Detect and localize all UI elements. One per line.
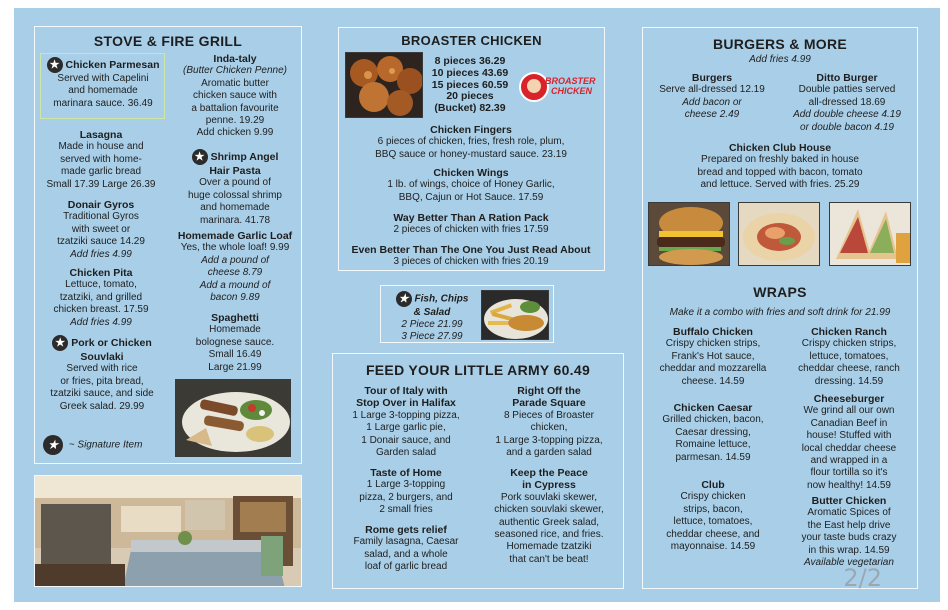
donair-gyros-item — [37, 199, 165, 261]
even-better-line: 3 pieces of chicken with fries 20.19 — [393, 256, 549, 268]
home-name: Taste of Home — [370, 467, 442, 479]
pita-line: tzatziki, and grilled — [59, 291, 143, 303]
ditto-addon: Add double cheese 4.19 — [793, 109, 901, 121]
butter-chicken-line: in this wrap. 14.59 — [808, 544, 890, 556]
pita-name: Chicken Pita — [69, 267, 133, 279]
taste-of-home-item — [335, 467, 477, 517]
italy-line: Garden salad — [375, 447, 437, 459]
menu-sheet — [14, 8, 940, 602]
chicken-parmesan-line: marinara sauce. 36.49 — [53, 97, 153, 109]
parade-line: chicken, — [530, 422, 568, 434]
better-name: Way Better Than A Ration Pack — [393, 212, 549, 224]
broaster-logo-text: CHICKEN — [551, 86, 593, 96]
stove-fire-grill-panel — [34, 26, 302, 464]
fish-price: 2 Piece 21.99 — [401, 319, 463, 330]
lasagna-line: served with home- — [60, 153, 142, 165]
italy-name: Stop Over in Halifax — [356, 397, 456, 410]
souvlaki-item — [37, 335, 167, 413]
broaster-price: (Bucket) 82.39 — [434, 102, 506, 115]
wings-line: 1 lb. of wings, choice of Honey Garlic, — [387, 179, 555, 191]
club-house-line: Prepared on freshly baked in house — [701, 154, 859, 166]
ditto-line: Double patties served — [798, 84, 896, 96]
parade-square-item — [477, 385, 621, 459]
broaster-logo-text: BROASTER — [545, 76, 596, 86]
cheeseburger-line: local cheddar cheese — [801, 442, 897, 454]
indataly-line: chicken sauce with — [193, 90, 277, 102]
chicken-parmesan-name: Chicken Parmesan — [65, 58, 160, 71]
broaster-chicken-photo — [345, 52, 423, 118]
wings-line: BBQ, Cajun or Hot Sauce. 17.59 — [398, 191, 544, 203]
burgers-item — [645, 72, 779, 122]
signature-legend — [43, 435, 142, 455]
burger-photo — [648, 202, 730, 266]
club-line: cheddar cheese, and — [666, 528, 760, 540]
club-sandwich-photo — [829, 202, 911, 266]
cheeseburger-line: Canadian Beef in — [810, 417, 888, 429]
shrimp-line: Over a pound of — [199, 177, 271, 189]
fingers-name: Chicken Fingers — [430, 124, 512, 136]
club-line: Crispy chicken — [680, 491, 746, 503]
peace-name: Keep the Peace — [510, 467, 588, 479]
peace-line: chicken souvlaki skewer, — [494, 504, 604, 516]
wraps-title: WRAPS — [753, 284, 807, 300]
lasagna-line: Small 17.39 Large 26.39 — [46, 178, 156, 190]
home-line: 2 small fries — [379, 504, 433, 516]
indataly-item — [171, 53, 299, 140]
cheeseburger-wrap-item — [781, 393, 917, 492]
garlic-loaf-addon: Add a pound of — [201, 254, 269, 266]
fingers-line: BBQ sauce or honey-mustard sauce. 23.19 — [375, 148, 567, 160]
peace-name: in Cypress — [522, 479, 576, 492]
indataly-line: Add chicken 9.99 — [196, 127, 274, 139]
donair-line: with sweet or — [71, 223, 131, 235]
club-house-name: Chicken Club House — [728, 142, 832, 154]
parade-line: 8 Pieces of Broaster — [503, 409, 595, 421]
broaster-title: BROASTER CHICKEN — [401, 33, 542, 48]
lasagna-item — [37, 129, 165, 191]
butter-chicken-wrap-item — [781, 495, 917, 569]
restaurant-interior-photo — [34, 475, 302, 587]
butter-chicken-line: Aromatic Spices of — [807, 507, 891, 519]
cheeseburger-line: flour tortilla so it's — [810, 467, 888, 479]
rome-line: salad, and a whole — [364, 548, 448, 560]
parade-line: 1 Large 3-topping pizza, — [495, 434, 603, 446]
burgers-addon: Add bacon or — [682, 96, 742, 108]
little-army-panel — [332, 353, 624, 589]
pita-line: chicken breast. 17.59 — [53, 304, 149, 316]
rome-name: Rome gets relief — [365, 524, 447, 536]
fish-name: & Salad — [413, 307, 451, 318]
spaghetti-line: Homemade — [209, 324, 261, 336]
cheeseburger-line: now healthy! 14.59 — [807, 479, 891, 491]
fish-name: Fish, Chips — [414, 293, 469, 305]
chicken-parmesan-line: and homemade — [68, 85, 138, 97]
broaster-logo — [519, 70, 595, 104]
souvlaki-line: Served with rice — [66, 363, 138, 375]
even-better-item — [339, 244, 603, 269]
garlic-loaf-addon: Add a mound of — [199, 279, 271, 291]
pita-addon: Add fries 4.99 — [70, 316, 132, 328]
caesar-line: Grilled chicken, bacon, — [662, 414, 764, 426]
butter-chicken-line: the East help drive — [807, 519, 891, 531]
pita-line: Lettuce, tomato, — [65, 279, 137, 291]
burgers-line: Serve all-dressed 12.19 — [659, 84, 765, 96]
chicken-ranch-item — [781, 326, 917, 388]
fish-chips-photo — [481, 290, 549, 340]
italy-line: 1 Donair sauce, and — [361, 434, 451, 446]
club-line: lettuce, tomatoes, — [673, 516, 753, 528]
home-line: pizza, 2 burgers, and — [359, 491, 453, 503]
lasagna-line: made garlic bread — [60, 166, 142, 178]
cheeseburger-name: Cheeseburger — [813, 393, 885, 405]
spaghetti-name: Spaghetti — [211, 312, 259, 324]
spaghetti-line: Small 16.49 — [208, 349, 262, 361]
shrimp-line: huge colossal shrimp — [188, 189, 282, 201]
club-name: Club — [701, 479, 725, 491]
chicken-pita-item — [37, 267, 165, 329]
souvlaki-line: tzatziki sauce, and side — [50, 388, 154, 400]
italy-line: 1 Large garlic pie, — [366, 422, 446, 434]
fish-chips-panel — [380, 285, 554, 343]
tour-of-italy-item — [335, 385, 477, 459]
club-line: strips, bacon, — [683, 503, 743, 515]
parade-name: Right Off the — [517, 385, 581, 397]
ranch-name: Chicken Ranch — [811, 326, 887, 338]
peace-line: Pork souvlaki skewer, — [500, 491, 598, 503]
ranch-line: dressing. 14.59 — [814, 375, 884, 387]
broaster-price: 20 pieces — [446, 90, 494, 103]
ranch-line: lettuce, tomatoes, — [809, 350, 889, 362]
signature-star-icon: ★ — [43, 435, 63, 455]
fingers-line: 6 pieces of chicken, fries, fresh role, plum, — [377, 136, 565, 148]
souvlaki-line: Greek salad. 29.99 — [59, 400, 145, 412]
garlic-loaf-line: Yes, the whole loaf! 9.99 — [180, 242, 290, 254]
chicken-fingers-item — [339, 124, 603, 161]
signature-star-icon: ★ — [52, 335, 68, 351]
army-title: FEED YOUR LITTLE ARMY 60.49 — [365, 362, 591, 378]
caesar-name: Chicken Caesar — [673, 402, 753, 414]
donair-line: tzatziki sauce 14.29 — [57, 236, 145, 248]
spaghetti-item — [171, 312, 299, 374]
cheeseburger-line: and wrapped in a — [810, 455, 888, 467]
garlic-loaf-item — [169, 230, 301, 304]
rome-line: Family lasagna, Caesar — [353, 536, 459, 548]
broaster-price-list — [423, 56, 517, 115]
ranch-line: Crispy chicken strips, — [801, 338, 897, 350]
home-line: 1 Large 3-topping — [366, 479, 446, 491]
caesar-line: parmesan. 14.59 — [675, 451, 751, 463]
indataly-line: a battalion favourite — [191, 102, 279, 114]
even-better-name: Even Better Than The One You Just Read About — [351, 244, 591, 256]
page-number: 2/2 — [843, 564, 882, 592]
broaster-price: 15 pieces 60.59 — [431, 78, 509, 91]
parade-line: and a garden salad — [506, 447, 592, 459]
ranch-line: cheddar cheese, ranch — [798, 363, 900, 375]
indataly-line: penne. 19.29 — [205, 115, 265, 127]
souvlaki-name: Pork or Chicken — [71, 336, 152, 349]
lasagna-line: Made in house and — [58, 141, 144, 153]
cheeseburger-line: We grind all our own — [803, 405, 895, 417]
buffalo-line: cheddar and mozzarella — [659, 363, 767, 375]
shrimp-line: marinara. 41.78 — [199, 214, 271, 226]
burgers-title: BURGERS & MORE — [712, 36, 848, 52]
ditto-addon: or double bacon 4.19 — [800, 121, 894, 133]
club-line: mayonnaise. 14.59 — [670, 541, 756, 553]
cheeseburger-line: house! Stuffed with — [806, 430, 892, 442]
chicken-wings-item — [339, 167, 603, 204]
wraps-subtitle: Make it a combo with fries and soft drink for 21.99 — [669, 307, 891, 318]
wrap-photo — [738, 202, 820, 266]
ditto-line: all-dressed 18.69 — [808, 96, 886, 108]
stove-title: STOVE & FIRE GRILL — [93, 33, 243, 49]
shrimp-pasta-item — [171, 149, 299, 227]
broaster-price: 8 pieces 36.29 — [434, 55, 506, 67]
garlic-loaf-addon: cheese 8.79 — [207, 267, 263, 279]
spaghetti-line: bolognese sauce. — [195, 336, 275, 348]
wings-name: Chicken Wings — [433, 167, 509, 179]
caesar-line: Romaine lettuce, — [675, 439, 751, 451]
donair-line: Traditional Gyros — [63, 211, 139, 223]
signature-star-icon: ★ — [396, 291, 412, 307]
ditto-burger-item — [779, 72, 915, 134]
signature-legend-text: ~ Signature Item — [68, 439, 143, 451]
souvlaki-platter-photo — [175, 379, 291, 457]
lasagna-name: Lasagna — [79, 129, 123, 141]
spaghetti-line: Large 21.99 — [208, 361, 262, 373]
shrimp-line: and homemade — [200, 202, 270, 214]
indataly-name: Inda-taly — [213, 53, 257, 65]
peace-line: seasoned rice, and fries. — [494, 529, 604, 541]
parade-name: Parade Square — [512, 397, 586, 410]
shrimp-name: Hair Pasta — [209, 165, 261, 177]
burgers-subtitle: Add fries 4.99 — [749, 54, 811, 65]
souvlaki-name: Souvlaki — [80, 351, 124, 363]
butter-chicken-line: your taste buds crazy — [801, 532, 897, 544]
peace-line: Homemade tzatziki — [506, 541, 592, 553]
rome-relief-item — [335, 524, 477, 574]
butter-chicken-addon: Available vegetarian — [804, 557, 894, 569]
buffalo-chicken-item — [643, 326, 783, 388]
garlic-loaf-name: Homemade Garlic Loaf — [177, 230, 293, 242]
burgers-wraps-panel — [642, 27, 918, 589]
signature-star-icon: ★ — [192, 149, 208, 165]
buffalo-name: Buffalo Chicken — [673, 326, 753, 338]
butter-chicken-name: Butter Chicken — [811, 495, 887, 507]
peace-line: that can't be beat! — [509, 553, 589, 565]
signature-star-icon: ★ — [47, 57, 63, 73]
chicken-parmesan-item — [41, 57, 165, 110]
indataly-subtitle: (Butter Chicken Penne) — [183, 65, 287, 77]
broaster-price: 10 pieces 43.69 — [431, 66, 509, 79]
club-house-line: bread and topped with bacon, tomato — [697, 166, 863, 178]
club-wrap-item — [643, 479, 783, 553]
indataly-line: Aromatic butter — [201, 77, 269, 89]
souvlaki-line: or fries, pita bread, — [60, 375, 144, 387]
garlic-loaf-addon: bacon 9.89 — [210, 292, 260, 304]
italy-name: Tour of Italy with — [364, 385, 448, 397]
peace-line: authentic Greek salad, — [498, 516, 600, 528]
buffalo-line: cheese. 14.59 — [681, 375, 745, 387]
broaster-chicken-panel — [338, 27, 605, 271]
chicken-parmesan-line: Served with Capelini — [57, 73, 149, 84]
buffalo-line: Crispy chicken strips, — [665, 338, 761, 350]
better-line: 2 pieces of chicken with fries 17.59 — [393, 224, 549, 236]
fish-price: 3 Piece 27.99 — [401, 331, 463, 342]
italy-line: 1 Large 3-topping pizza, — [352, 409, 460, 421]
shrimp-name: Shrimp Angel — [210, 150, 279, 163]
ditto-name: Ditto Burger — [816, 72, 878, 84]
keep-the-peace-item — [477, 467, 621, 566]
donair-addon: Add fries 4.99 — [70, 248, 132, 260]
donair-name: Donair Gyros — [67, 199, 135, 211]
burgers-addon: cheese 2.49 — [684, 109, 740, 121]
chicken-caesar-item — [643, 402, 783, 464]
caesar-line: Caesar dressing, — [675, 426, 751, 438]
burgers-name: Burgers — [691, 72, 733, 84]
buffalo-line: Frank's Hot sauce, — [671, 350, 755, 362]
rome-line: loaf of garlic bread — [364, 561, 448, 573]
chicken-club-house-item — [643, 142, 917, 192]
club-house-line: and lettuce. Served with fries. 25.29 — [700, 179, 860, 191]
better-ration-item — [339, 212, 603, 237]
